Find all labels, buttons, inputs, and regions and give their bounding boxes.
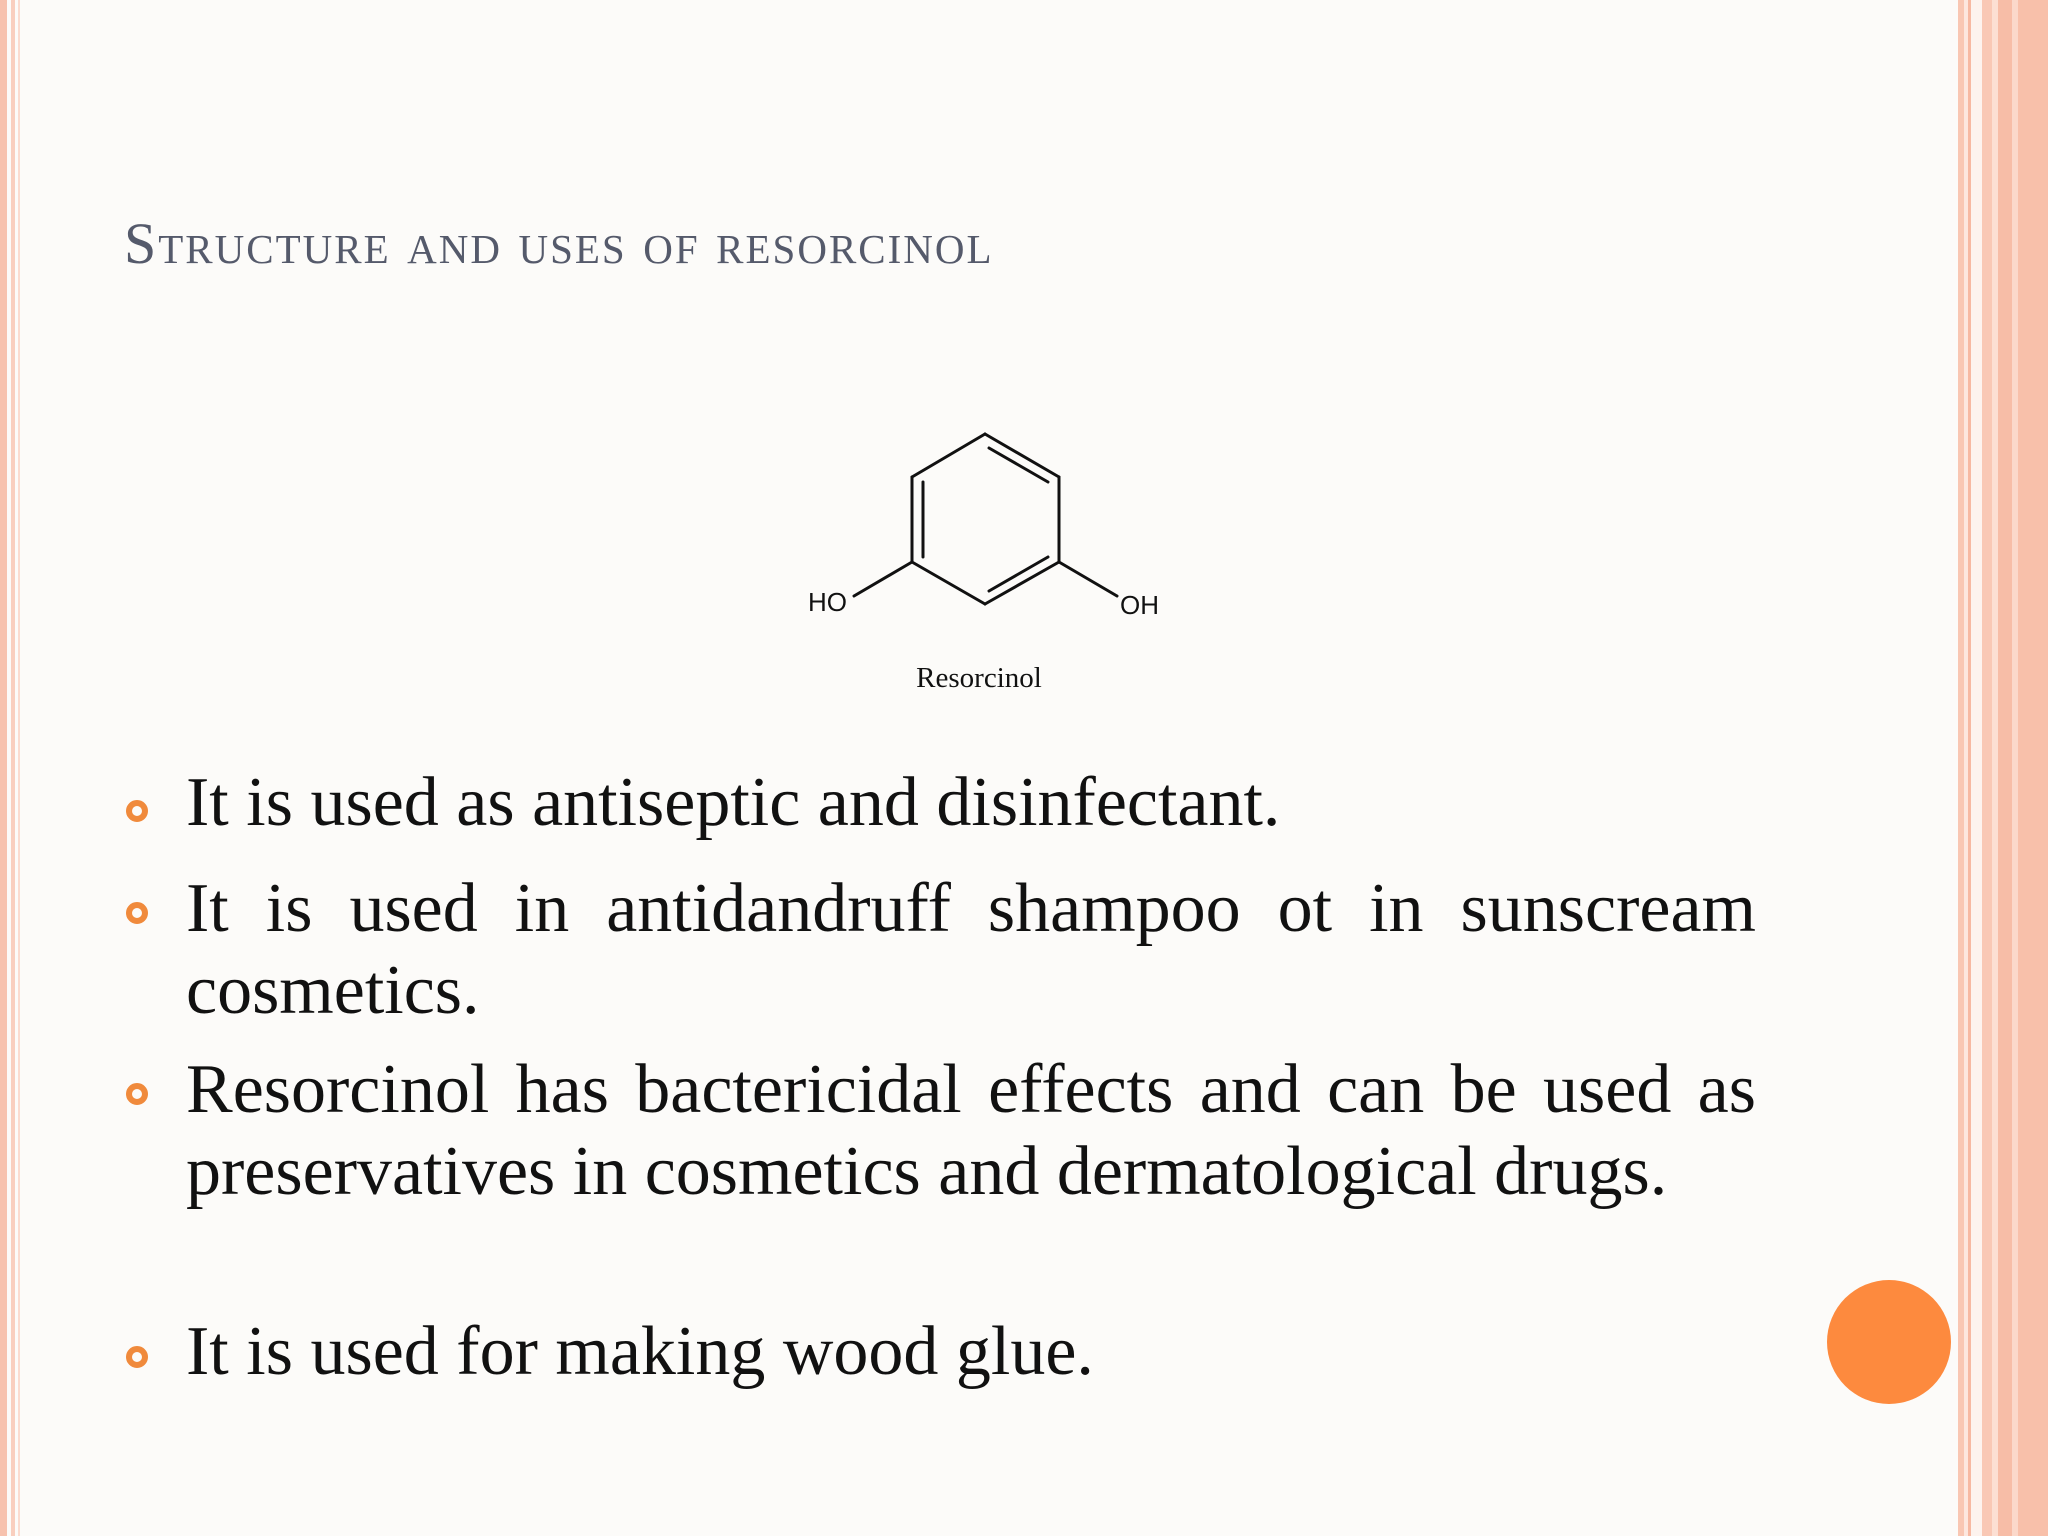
bullet-text: Resorcinol has bactericidal effects and can be used as preservatives in cosmetics and dermatological drugs. bbox=[186, 1051, 1756, 1210]
bullet-circle-icon bbox=[126, 902, 148, 924]
bullet-circle-icon bbox=[126, 1346, 148, 1368]
bullet-circle-icon bbox=[126, 1083, 148, 1105]
bullet-circle-icon bbox=[126, 800, 148, 822]
structure-caption: Resorcinol bbox=[916, 662, 1042, 694]
ho-label: HO bbox=[808, 587, 847, 617]
bullet-text: It is used for making wood glue. bbox=[186, 1313, 1094, 1390]
bullet-text: It is used as antiseptic and disinfectant. bbox=[186, 764, 1281, 841]
slide-title: Structure and uses of resorcinol bbox=[124, 211, 994, 276]
oh-label: OH bbox=[1120, 590, 1159, 620]
decorative-orange-circle bbox=[1827, 1280, 1951, 1404]
bullet-text: It is used in antidandruff shampoo ot in sunscream cosmetics. bbox=[186, 870, 1756, 1029]
